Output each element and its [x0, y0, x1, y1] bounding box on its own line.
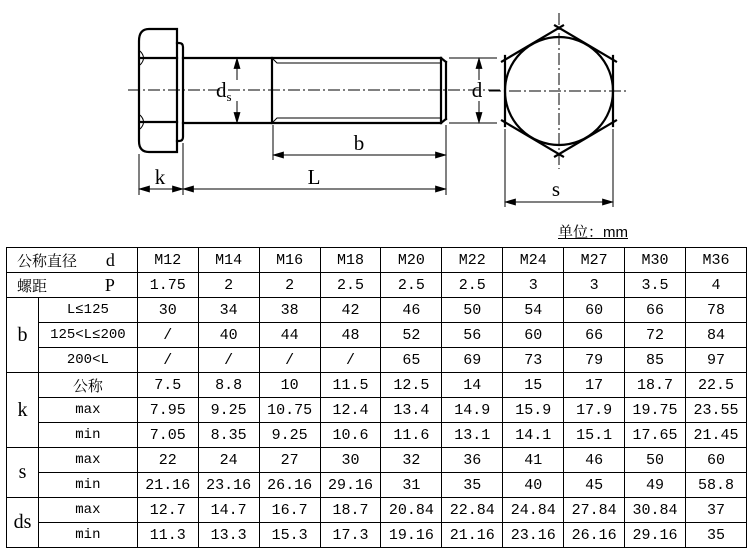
- table-cell: 27.84: [564, 498, 625, 523]
- table-cell: 60: [503, 323, 564, 348]
- table-cell: 15.9: [503, 398, 564, 423]
- table-cell: 37: [685, 498, 746, 523]
- table-cell: 85: [625, 348, 686, 373]
- table-cell: 29.16: [320, 473, 381, 498]
- table-cell: 50: [625, 448, 686, 473]
- table-cell: 84: [685, 323, 746, 348]
- table-cell: 20.84: [381, 498, 442, 523]
- table-cell: 21.16: [137, 473, 198, 498]
- table-cell: 35: [442, 473, 503, 498]
- table-cell: 60: [564, 298, 625, 323]
- diameter-value-cell: M12: [137, 248, 198, 273]
- table-cell: 8.35: [198, 423, 259, 448]
- b-label: b: [353, 131, 365, 155]
- group-ds-row: [7, 498, 747, 523]
- diameter-value-cell: M30: [625, 248, 686, 273]
- bolt-drawing: [0, 0, 747, 245]
- table-cell: 7.5: [137, 373, 198, 398]
- table-cell: 46: [381, 298, 442, 323]
- table-cell: /: [259, 348, 320, 373]
- table-cell: 17.3: [320, 523, 381, 548]
- group-symbol-ds: ds: [7, 498, 39, 548]
- table-cell: 10: [259, 373, 320, 398]
- table-cell: 18.7: [320, 498, 381, 523]
- table-cell: 10.6: [320, 423, 381, 448]
- pitch-value-cell: 2.5: [320, 273, 381, 298]
- table-cell: 50: [442, 298, 503, 323]
- diameter-value-cell: M27: [564, 248, 625, 273]
- table-cell: 14.7: [198, 498, 259, 523]
- pitch-label-cell: [7, 273, 138, 298]
- table-cell: 26.16: [259, 473, 320, 498]
- table-cell: 18.7: [625, 373, 686, 398]
- table-cell: 15.3: [259, 523, 320, 548]
- pitch-value-cell: 4: [685, 273, 746, 298]
- hex-head-view: [489, 13, 629, 207]
- table-cell: 12.7: [137, 498, 198, 523]
- pitch-value-cell: 3.5: [625, 273, 686, 298]
- table-cell: 21.45: [685, 423, 746, 448]
- pitch-label: [7, 275, 137, 296]
- sublabel-b: 200<L: [38, 348, 137, 373]
- sublabel-ds: max: [38, 498, 137, 523]
- sublabel-b: L≤125: [38, 298, 137, 323]
- table-cell: 13.4: [381, 398, 442, 423]
- table-cell: 44: [259, 323, 320, 348]
- side-view: [128, 29, 500, 195]
- table-cell: 42: [320, 298, 381, 323]
- sublabel-ds: min: [38, 523, 137, 548]
- table-cell: 23.55: [685, 398, 746, 423]
- group-k-row: [7, 373, 747, 398]
- table-cell: 16.7: [259, 498, 320, 523]
- table-cell: 7.95: [137, 398, 198, 423]
- diameter-value-cell: M20: [381, 248, 442, 273]
- table-cell: 66: [564, 323, 625, 348]
- table-cell: 30: [320, 448, 381, 473]
- diameter-value-cell: M18: [320, 248, 381, 273]
- table-cell: 17.9: [564, 398, 625, 423]
- table-cell: 38: [259, 298, 320, 323]
- sublabel-b: 125<L≤200: [38, 323, 137, 348]
- table-cell: /: [320, 348, 381, 373]
- table-cell: 22.5: [685, 373, 746, 398]
- diameter-row: [7, 248, 747, 273]
- diameter-value-cell: M36: [685, 248, 746, 273]
- pitch-value-cell: 2: [198, 273, 259, 298]
- table-cell: 30: [137, 298, 198, 323]
- group-b-row: [7, 323, 747, 348]
- pitch-label-text: 螺距: [17, 277, 48, 295]
- table-cell: 17: [564, 373, 625, 398]
- table-cell: 14: [442, 373, 503, 398]
- table-cell: 15: [503, 373, 564, 398]
- head-chamfer-arcs: [140, 51, 144, 129]
- table-cell: 46: [564, 448, 625, 473]
- pitch-value-cell: 1.75: [137, 273, 198, 298]
- table-cell: 22.84: [442, 498, 503, 523]
- table-cell: 52: [381, 323, 442, 348]
- table-cell: 72: [625, 323, 686, 348]
- group-symbol-s: s: [7, 448, 39, 498]
- group-symbol-b: b: [7, 298, 39, 373]
- table-cell: 24.84: [503, 498, 564, 523]
- group-symbol-k: k: [7, 373, 39, 448]
- diameter-value-cell: M22: [442, 248, 503, 273]
- L-label: L: [307, 165, 321, 189]
- table-cell: 8.8: [198, 373, 259, 398]
- table-cell: 14.9: [442, 398, 503, 423]
- table-cell: 36: [442, 448, 503, 473]
- table-cell: 35: [685, 523, 746, 548]
- table-cell: 54: [503, 298, 564, 323]
- sublabel-k: 公称: [38, 373, 137, 398]
- diameter-label-text: 公称直径: [17, 252, 78, 270]
- table-cell: 9.25: [198, 398, 259, 423]
- table-cell: /: [137, 348, 198, 373]
- table-cell: 58.8: [685, 473, 746, 498]
- table-cell: 48: [320, 323, 381, 348]
- sublabel-k: min: [38, 423, 137, 448]
- pitch-symbol: P: [104, 274, 115, 295]
- table-cell: 40: [198, 323, 259, 348]
- group-s-row: [7, 448, 747, 473]
- table-cell: 27: [259, 448, 320, 473]
- table-cell: 22: [137, 448, 198, 473]
- table-cell: 21.16: [442, 523, 503, 548]
- group-ds-row: [7, 523, 747, 548]
- table-cell: 19.16: [381, 523, 442, 548]
- table-cell: 32: [381, 448, 442, 473]
- table-cell: 34: [198, 298, 259, 323]
- group-s-row: [7, 473, 747, 498]
- spec-table-body: [7, 248, 747, 548]
- s-label: s: [551, 177, 561, 201]
- table-cell: 30.84: [625, 498, 686, 523]
- pitch-value-cell: 2: [259, 273, 320, 298]
- table-cell: 45: [564, 473, 625, 498]
- pitch-row: [7, 273, 747, 298]
- diameter-symbol: d: [105, 249, 115, 270]
- diameter-value-cell: M24: [503, 248, 564, 273]
- table-cell: 23.16: [503, 523, 564, 548]
- k-label: k: [154, 165, 166, 189]
- table-cell: 19.75: [625, 398, 686, 423]
- pitch-value-cell: 2.5: [442, 273, 503, 298]
- kL-dimensions: [139, 143, 446, 195]
- sublabel-s: max: [38, 448, 137, 473]
- table-cell: 14.1: [503, 423, 564, 448]
- table-cell: 78: [685, 298, 746, 323]
- table-cell: 79: [564, 348, 625, 373]
- table-cell: 11.5: [320, 373, 381, 398]
- table-cell: 97: [685, 348, 746, 373]
- table-cell: 65: [381, 348, 442, 373]
- table-cell: 66: [625, 298, 686, 323]
- pitch-value-cell: 3: [564, 273, 625, 298]
- group-b-row: [7, 348, 747, 373]
- table-cell: 73: [503, 348, 564, 373]
- group-b-row: [7, 298, 747, 323]
- sublabel-k: max: [38, 398, 137, 423]
- table-cell: 15.1: [564, 423, 625, 448]
- diameter-value-cell: M16: [259, 248, 320, 273]
- table-cell: 9.25: [259, 423, 320, 448]
- table-cell: 60: [685, 448, 746, 473]
- unit-note: 单位：mm: [558, 224, 628, 241]
- diameter-label: [7, 250, 137, 271]
- table-cell: 31: [381, 473, 442, 498]
- table-cell: 11.3: [137, 523, 198, 548]
- table-cell: 69: [442, 348, 503, 373]
- table-cell: 13.3: [198, 523, 259, 548]
- diameter-label-cell: [7, 248, 138, 273]
- table-cell: 29.16: [625, 523, 686, 548]
- table-cell: /: [137, 323, 198, 348]
- table-cell: 26.16: [564, 523, 625, 548]
- table-cell: 7.05: [137, 423, 198, 448]
- table-cell: /: [198, 348, 259, 373]
- pitch-value-cell: 3: [503, 273, 564, 298]
- ds-label: ds: [216, 78, 232, 104]
- sublabel-s: min: [38, 473, 137, 498]
- group-k-row: [7, 398, 747, 423]
- table-cell: 17.65: [625, 423, 686, 448]
- table-cell: 41: [503, 448, 564, 473]
- pitch-value-cell: 2.5: [381, 273, 442, 298]
- spec-table: [6, 247, 747, 548]
- table-cell: 11.6: [381, 423, 442, 448]
- diameter-value-cell: M14: [198, 248, 259, 273]
- table-cell: 24: [198, 448, 259, 473]
- group-k-row: [7, 423, 747, 448]
- table-cell: 56: [442, 323, 503, 348]
- table-cell: 13.1: [442, 423, 503, 448]
- d-label: d: [471, 78, 483, 102]
- table-cell: 40: [503, 473, 564, 498]
- table-cell: 12.4: [320, 398, 381, 423]
- table-cell: 12.5: [381, 373, 442, 398]
- table-cell: 23.16: [198, 473, 259, 498]
- table-cell: 10.75: [259, 398, 320, 423]
- table-cell: 49: [625, 473, 686, 498]
